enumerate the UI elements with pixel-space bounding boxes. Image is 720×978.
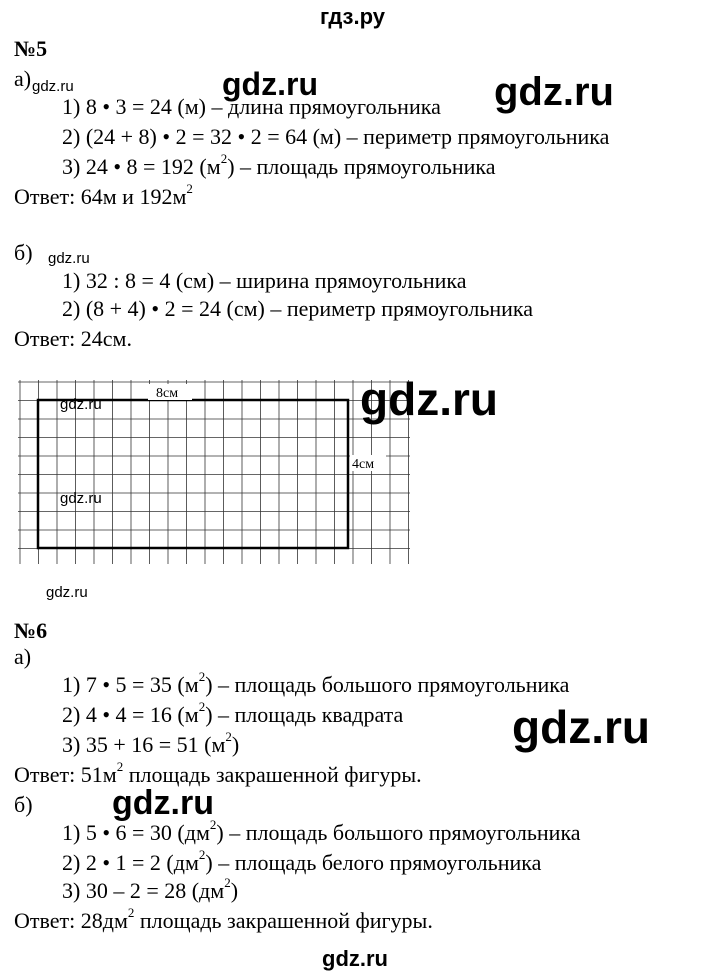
line-pre: 2) 2 • 1 = 2 (дм — [62, 850, 199, 875]
superscript: 2 — [225, 729, 232, 744]
watermark-big: gdz.ru — [494, 70, 614, 114]
task5-a-answer — [14, 181, 193, 209]
line-pre: 3) 30 – 2 = 28 (дм — [62, 878, 225, 903]
task6-title: №6 — [14, 618, 48, 643]
task5-a-line3 — [62, 151, 496, 179]
watermark-big: gdz.ru — [360, 373, 498, 425]
answer-post: площадь закрашенной фигуры. — [123, 762, 422, 787]
superscript: 2 — [186, 181, 193, 196]
task6-b-line2 — [62, 847, 542, 875]
task6-a-line2 — [62, 699, 404, 727]
watermark-big: gdz.ru — [222, 66, 318, 102]
answer-post: площадь закрашенной фигуры. — [134, 908, 433, 933]
answer-pre: Ответ: 28дм — [14, 908, 128, 933]
task5-a-label: а) — [14, 66, 32, 91]
superscript: 2 — [198, 669, 206, 684]
superscript: 2 — [116, 759, 124, 774]
task5-a-line3-pre: 3) 24 • 8 = 192 (м — [62, 154, 221, 179]
side-length-label: 4см — [352, 457, 375, 472]
superscript: 2 — [198, 699, 206, 714]
line-pre: 3) 35 + 16 = 51 (м — [62, 732, 226, 757]
task6-b-line1 — [62, 817, 581, 845]
task6-a-line1 — [62, 669, 570, 697]
superscript: 2 — [209, 817, 217, 832]
task6-b-answer — [14, 905, 433, 933]
task6-a-line3 — [62, 729, 240, 757]
watermark-small: gdz.ru — [60, 396, 102, 413]
line-pre: 1) 7 • 5 = 35 (м — [62, 672, 199, 697]
task6-a-answer — [14, 759, 422, 787]
task5-b-answer: Ответ: 24см. — [14, 326, 132, 351]
task6-b-line3 — [62, 875, 239, 903]
line-post: ) — [230, 878, 239, 903]
watermark-small: gdz.ru — [32, 78, 74, 95]
task5-title: №5 — [14, 36, 48, 61]
answer-pre: Ответ: 51м — [14, 762, 117, 787]
task5-b-line2: 2) (8 + 4) • 2 = 24 (см) – периметр прямоугольника — [62, 296, 534, 321]
task6-a-label: а) — [14, 644, 32, 669]
watermark-small: gdz.ru — [46, 584, 88, 601]
task5-b-line1: 1) 32 : 8 = 4 (см) – ширина прямоугольника — [62, 268, 467, 293]
watermark-small: gdz.ru — [48, 250, 90, 267]
top-length-label: 8см — [156, 386, 179, 401]
line-pre: 1) 5 • 6 = 30 (дм — [62, 820, 210, 845]
line-post: ) – площадь большого прямоугольника — [205, 672, 570, 697]
site-header: гдз.ру — [320, 4, 385, 29]
line-post: ) – площадь квадрата — [205, 702, 404, 727]
task5-a-line3-post: ) – площадь прямоугольника — [227, 154, 496, 179]
task5-b-label: б) — [14, 240, 33, 265]
watermark-big: gdz.ru — [512, 701, 650, 753]
watermark-small: gdz.ru — [60, 490, 102, 507]
rectangle-outline — [38, 400, 348, 548]
superscript: 2 — [198, 847, 206, 862]
watermark-big: gdz.ru — [112, 784, 214, 822]
superscript: 2 — [127, 905, 135, 920]
superscript: 2 — [224, 875, 231, 890]
line-post: ) – площадь белого прямоугольника — [205, 850, 542, 875]
line-post: ) – площадь большого прямоугольника — [216, 820, 581, 845]
task6-b-label: б) — [14, 792, 33, 817]
site-footer: gdz.ru — [322, 946, 388, 971]
answer-text: Ответ: 64м и 192м — [14, 184, 187, 209]
task5-a-line1: 1) 8 • 3 = 24 (м) – длина прямоугольника — [62, 94, 441, 119]
line-pre: 2) 4 • 4 = 16 (м — [62, 702, 199, 727]
superscript: 2 — [220, 151, 228, 166]
line-post: ) — [231, 732, 240, 757]
task5-a-line2: 2) (24 + 8) • 2 = 32 • 2 = 64 (м) – периметр прямоугольника — [62, 124, 610, 149]
